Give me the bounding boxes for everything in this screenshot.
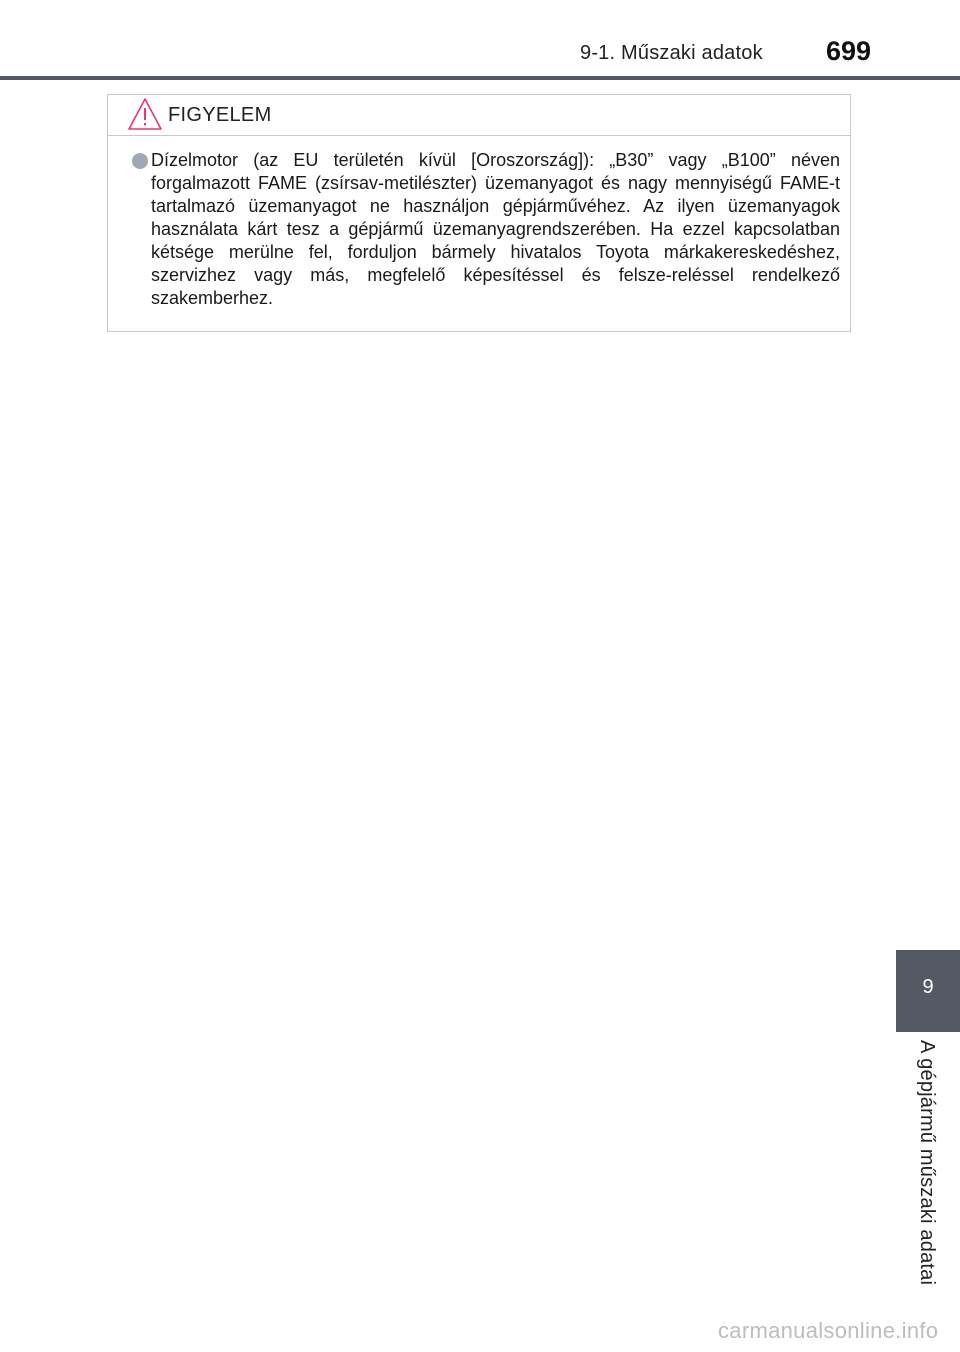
chapter-number: 9 xyxy=(922,976,934,998)
bullet-icon xyxy=(132,153,148,169)
warning-label: FIGYELEM xyxy=(168,104,272,126)
warning-box xyxy=(107,94,851,332)
section-title: 9-1. Műszaki adatok xyxy=(580,42,763,64)
chapter-title: A gépjármű műszaki adatai xyxy=(916,1040,938,1286)
warning-text: Dízelmotor (az EU területén kívül [Oroszország]): „B30” vagy „B100” néven forgalmazott FAME (zsírsav-metilészter) üzemanyagot és nagy mennyiségű FAME-t tartalmazó üzemanyagot ne használjon gépjárművéhez. Az ilyen üzemanyagok használata kárt tesz a gépjármű üzemanyagrendszerében. Ha ezzel kapcsolatban kétsége merülne fel, forduljon bármely hivatalos Toyota márkakereskedéshez, szervizhez vagy más, megfelelő képesítéssel és felsze-reléssel rendelkező szakemberhez. xyxy=(151,150,840,308)
warning-header xyxy=(108,95,850,136)
chapter-tab-number xyxy=(896,950,960,1032)
warning-body xyxy=(108,136,850,310)
watermark: carmanualsonline.info xyxy=(718,1318,939,1343)
warning-triangle-icon xyxy=(127,97,163,131)
page-number: 699 xyxy=(826,36,872,66)
chapter-tab-title xyxy=(896,1040,960,1286)
header-divider xyxy=(0,76,960,80)
